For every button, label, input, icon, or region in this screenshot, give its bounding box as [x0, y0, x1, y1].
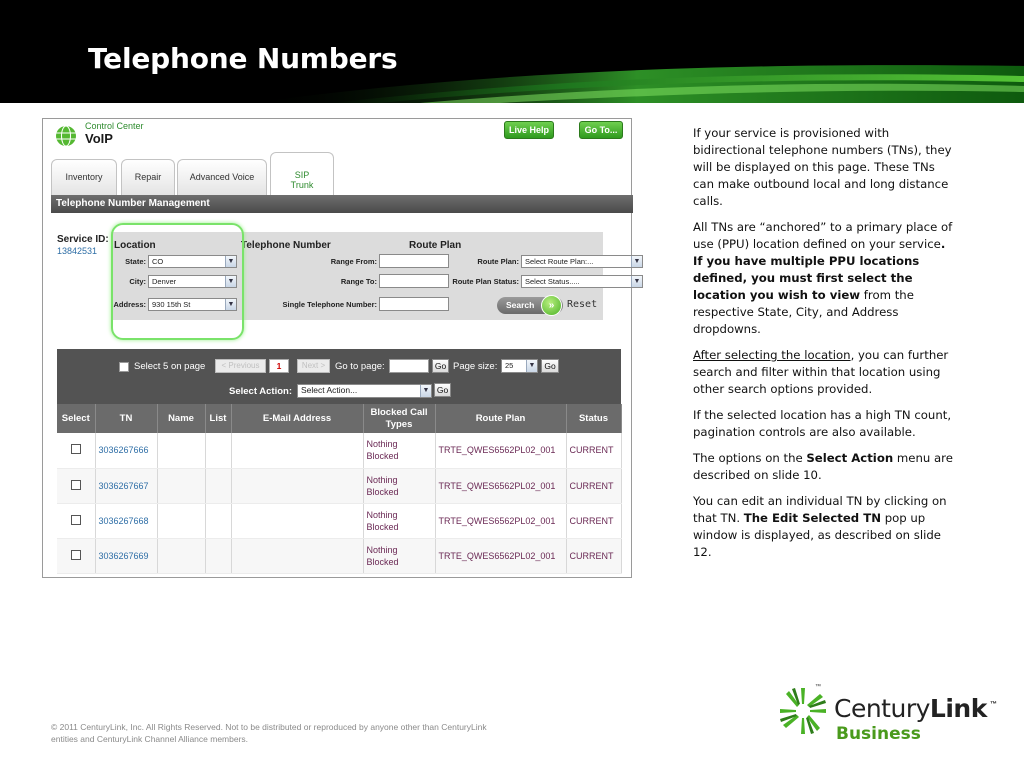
chevron-down-icon: ▼ — [225, 256, 236, 267]
tn-link[interactable]: 3036267666 — [95, 433, 157, 468]
blocked-line2: Blocked — [366, 521, 399, 532]
section-title-bar: Telephone Number Management — [51, 195, 633, 213]
chevron-down-icon: ▼ — [225, 276, 236, 287]
tab-inventory[interactable] — [51, 159, 117, 195]
row-checkbox[interactable] — [71, 515, 81, 525]
row-checkbox[interactable] — [71, 444, 81, 454]
address-label: Address: — [113, 300, 146, 309]
brand-wordmark — [834, 694, 987, 723]
product-line-label: Control Center — [85, 121, 144, 131]
address-select[interactable] — [148, 298, 237, 311]
table-row — [57, 468, 621, 503]
table-header-row — [57, 404, 621, 433]
tab-advanced-voice[interactable] — [177, 159, 267, 195]
chevron-down-icon: ▼ — [225, 299, 236, 310]
city-label: City: — [129, 277, 146, 286]
chevron-down-icon: ▼ — [631, 276, 642, 287]
voip-screenshot — [42, 118, 641, 578]
search-button[interactable]: Search — [497, 297, 563, 314]
blocked-line1: Nothing — [366, 439, 398, 450]
table-row — [57, 433, 621, 468]
search-panel — [111, 232, 641, 320]
tab-repair[interactable] — [121, 159, 175, 195]
note-anchored — [693, 219, 955, 338]
service-id-value: 13842531 — [57, 246, 98, 256]
email-cell — [231, 503, 363, 538]
centurylink-burst-icon — [778, 686, 828, 736]
blocked-cell — [363, 433, 435, 468]
city-value: Denver — [152, 277, 177, 286]
row-select-cell — [57, 538, 95, 573]
list-cell — [205, 503, 231, 538]
location-heading: Location — [114, 240, 156, 251]
note-after-selecting-a: After selecting the location — [693, 348, 851, 362]
slide-header — [0, 0, 1024, 103]
column-header-name[interactable]: Name — [157, 404, 205, 433]
state-select[interactable] — [148, 255, 237, 268]
column-header-tn[interactable]: TN — [95, 404, 157, 433]
city-select[interactable] — [148, 275, 237, 288]
list-cell — [205, 433, 231, 468]
double-chevron-right-icon[interactable]: » — [541, 295, 562, 316]
goto-page-input[interactable] — [389, 359, 429, 373]
column-header-blocked[interactable]: Blocked Call Types — [363, 404, 435, 433]
tab-label — [271, 153, 333, 190]
note-anchored-c: If you have multiple PPU locations defined, you must first select the location you wish to view — [693, 254, 920, 302]
tab-label: Inventory — [65, 172, 103, 182]
route-plan-value: Select Route Plan:... — [525, 257, 594, 266]
column-header-route-plan[interactable]: Route Plan — [435, 404, 566, 433]
select-five-label: Select 5 on page — [134, 361, 206, 372]
address-value: 930 15th St — [152, 300, 191, 309]
status-cell: CURRENT — [566, 468, 621, 503]
tab-label-line1: SIP — [294, 170, 310, 180]
live-help-button[interactable]: Live Help — [504, 121, 554, 139]
blocked-cell — [363, 538, 435, 573]
tab-label: Advanced Voice — [189, 172, 255, 182]
select-five-checkbox[interactable] — [119, 362, 129, 372]
route-plan-cell: TRTE_QWES6562PL02_001 — [435, 538, 566, 573]
name-cell — [157, 468, 205, 503]
route-plan-cell: TRTE_QWES6562PL02_001 — [435, 433, 566, 468]
note-provisioned: If your service is provisioned with bidirectional telephone numbers (TNs), they will be displayed on this page. These TNs can make outbound local and long distance calls. — [693, 126, 952, 208]
brand-tm: ™ — [990, 701, 997, 708]
goto-button[interactable]: Go To... — [579, 121, 623, 139]
note-anchored-d: from the respective State, City, and Address dropdowns. — [693, 288, 914, 336]
page-size-go-button[interactable]: Go — [541, 359, 559, 373]
blocked-line2: Blocked — [366, 556, 399, 567]
note-pagination: If the selected location has a high TN count, pagination controls are also available. — [693, 408, 952, 439]
column-header-select: Select — [57, 404, 95, 433]
next-page-button[interactable]: Next > — [297, 359, 330, 373]
route-plan-cell: TRTE_QWES6562PL02_001 — [435, 468, 566, 503]
row-select-cell — [57, 468, 95, 503]
list-cell — [205, 468, 231, 503]
goto-page-label: Go to page: — [335, 361, 385, 372]
single-tn-label: Single Telephone Number: — [282, 300, 377, 309]
email-cell — [231, 433, 363, 468]
route-plan-select[interactable] — [521, 255, 643, 268]
note-after-selecting-b: , you can further search and filter within that location using other search options provided. — [693, 348, 949, 396]
list-cell — [205, 538, 231, 573]
brand-bold: Link — [929, 694, 987, 723]
route-plan-label: Route Plan: — [477, 257, 519, 266]
copyright-notice: © 2011 CenturyLink, Inc. All Rights Reserved. Not to be distributed or reproduced by anyone other than CenturyLink entities and CenturyLink Channel Alliance members. — [51, 722, 487, 744]
brand-light: Century — [834, 694, 930, 723]
email-cell — [231, 468, 363, 503]
route-status-label: Route Plan Status: — [452, 277, 519, 286]
tn-link[interactable]: 3036267668 — [95, 503, 157, 538]
note-anchored-a: All TNs are “anchored” to a primary place of use (PPU) location defined on your service — [693, 220, 953, 251]
note-select-action — [693, 450, 955, 484]
tn-link[interactable]: 3036267667 — [95, 468, 157, 503]
route-status-value: Select Status..... — [525, 277, 580, 286]
note-anchored-b: . — [940, 237, 946, 251]
note-after-selecting — [693, 347, 955, 398]
blocked-line1: Nothing — [366, 509, 398, 520]
name-cell — [157, 538, 205, 573]
column-header-email[interactable]: E-Mail Address — [231, 404, 363, 433]
blocked-cell — [363, 503, 435, 538]
previous-page-button[interactable]: < Previous — [215, 359, 266, 373]
row-checkbox[interactable] — [71, 480, 81, 490]
grid-toolbar — [57, 349, 621, 404]
blocked-line1: Nothing — [366, 474, 398, 485]
blocked-line2: Blocked — [366, 451, 399, 462]
tn-link[interactable]: 3036267669 — [95, 538, 157, 573]
blocked-cell — [363, 468, 435, 503]
email-cell — [231, 538, 363, 573]
note-edit-tn-b: The Edit Selected TN — [743, 511, 881, 525]
route-plan-heading: Route Plan — [409, 240, 462, 251]
tab-label-line2: Trunk — [290, 180, 314, 190]
status-cell: CURRENT — [566, 503, 621, 538]
select-action-value: Select Action... — [301, 385, 358, 395]
column-header-list[interactable]: List — [205, 404, 231, 433]
product-name: VoIP — [85, 131, 113, 146]
page-size-label: Page size: — [453, 361, 498, 372]
row-select-cell — [57, 433, 95, 468]
tn-heading: Telephone Number — [241, 240, 331, 251]
status-cell: CURRENT — [566, 433, 621, 468]
notes-column — [693, 125, 955, 570]
page-size-value: 25 — [505, 361, 514, 370]
note-select-action-b: Select Action — [806, 451, 894, 465]
row-select-cell — [57, 503, 95, 538]
brand-business: Business — [836, 724, 921, 744]
range-to-label: Range To: — [340, 277, 377, 286]
table-row — [57, 503, 621, 538]
goto-page-go-button[interactable]: Go — [432, 359, 449, 373]
state-label: State: — [125, 257, 146, 266]
route-status-select[interactable] — [521, 275, 643, 288]
page-size-select[interactable] — [501, 359, 538, 373]
note-edit-tn — [693, 493, 955, 561]
note-select-action-a: The options on the — [693, 451, 807, 465]
chevron-down-icon: ▼ — [526, 360, 537, 372]
note-edit-tn-a: You can edit an individual TN by clicking on that TN. — [693, 494, 947, 525]
chevron-down-icon: ▼ — [631, 256, 642, 267]
note-select-action-c: menu are described on slide 10. — [693, 451, 953, 482]
single-tn-input[interactable] — [379, 297, 449, 311]
name-cell — [157, 433, 205, 468]
chevron-down-icon: ▼ — [420, 385, 431, 397]
name-cell — [157, 503, 205, 538]
tn-table — [57, 404, 622, 574]
tab-sip-trunk[interactable] — [270, 152, 334, 195]
blocked-line2: Blocked — [366, 486, 399, 497]
blocked-line1: Nothing — [366, 544, 398, 555]
globe-logo-icon — [55, 125, 77, 147]
note-edit-tn-c: pop up window is displayed, as described on slide 12. — [693, 511, 941, 559]
brand-tm-small: ™ — [815, 684, 821, 690]
route-plan-cell: TRTE_QWES6562PL02_001 — [435, 503, 566, 538]
select-action-select[interactable] — [297, 384, 432, 398]
select-action-go-button[interactable]: Go — [434, 383, 451, 397]
service-id-label: Service ID: — [57, 234, 109, 245]
tab-label: Repair — [134, 172, 162, 182]
row-checkbox[interactable] — [71, 550, 81, 560]
reset-link[interactable]: Reset — [567, 299, 598, 310]
column-header-status[interactable]: Status — [566, 404, 621, 433]
current-page-indicator[interactable]: 1 — [269, 359, 289, 373]
state-value: CO — [152, 257, 164, 266]
select-action-label: Select Action: — [229, 386, 292, 397]
range-from-label: Range From: — [330, 257, 377, 266]
table-row — [57, 538, 621, 573]
status-cell: CURRENT — [566, 538, 621, 573]
slide-title: Telephone Numbers — [88, 42, 398, 75]
